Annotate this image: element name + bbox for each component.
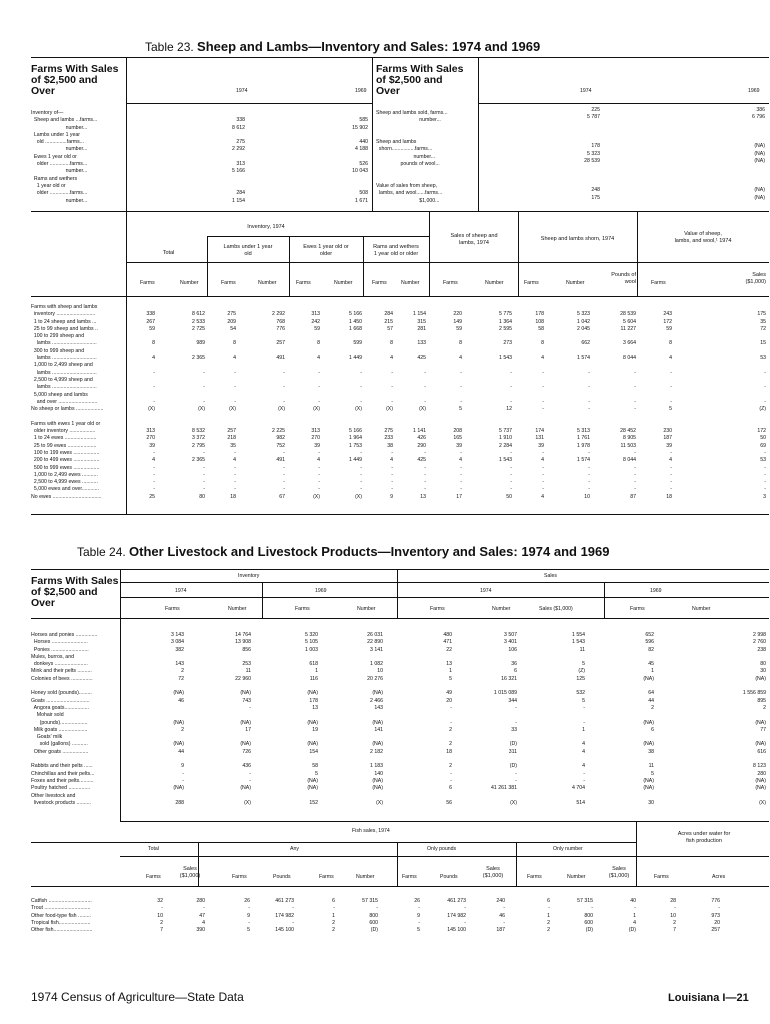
- t23-h-ewes: Ewes 1 year old or older: [303, 244, 349, 257]
- fish-col-9: 240 - 46 - 187: [496, 898, 505, 934]
- t23-h-farms-4: Farms: [372, 280, 387, 286]
- t23-left-1974-values: 338 8 612 275 2 292 313 5 166 284 1 154: [232, 117, 245, 204]
- t24-fh-farms-4: Farms: [402, 874, 417, 880]
- t24-h-farms-4: Farms: [630, 606, 645, 612]
- t23-col-7: 284 215 57 8 4 - - - (X) 275 233 38 - 4 - - - - 9: [384, 311, 393, 500]
- t23-h-total: Total: [162, 250, 175, 256]
- t24-h-number-1: Number: [228, 606, 247, 612]
- t23-right-stub: Sheep and lambs sold, farms... number... Sheep and lambs shorn................farms... number... pounds of wool... Value of sales from sheep, lambs, and wool......farms... $1,000...: [376, 110, 448, 204]
- t23-h-lambs: Lambs under 1 year old: [223, 244, 273, 257]
- fish-col-12: 40 - 1 4 (D): [628, 898, 636, 934]
- t23-h-farms-2: Farms: [221, 280, 236, 286]
- table23-stub-head-right: Farms With Sales of $2,500 and Over: [376, 63, 464, 97]
- t23-col-6: 5 166 1 450 1 668 599 1 449 - - - (X) 5 166 1 964 1 753 - 1 449 - - - - (X): [349, 311, 362, 500]
- t23-h-farms-5: Farms: [443, 280, 458, 286]
- fish-col-4: 461 273 - 174 982 - 145 100: [275, 898, 294, 934]
- t24-h-1969-sales: 1969: [650, 588, 662, 594]
- t23-col-10: 5 775 1 364 2 595 273 1 543 - - - 12 5 737 1 910 2 284 - 1 543 - - - - 50: [499, 311, 512, 500]
- t24-col-4: 26 031 22 890 3 141 1 082 10 20 276 (NA) 2 466 143 (NA) 141 (NA) 2 182 1 183 140 (NA) (NA) (X): [367, 632, 383, 806]
- t23-right-year-1969: 1969: [748, 88, 760, 94]
- t23-col-4: 2 292 768 776 257 491 - - - (X) 2 225 982 752 - 491 - - - - 67: [272, 311, 285, 500]
- footer-left: 1974 Census of Agriculture—State Data: [31, 990, 244, 1004]
- t24-h-sales: Sales: [544, 573, 557, 579]
- t24-fish-any: Any: [290, 846, 299, 852]
- t24-h-farms-2: Farms: [295, 606, 310, 612]
- t24-fish-total: Total: [148, 846, 159, 852]
- t24-fh-sales-3: Sales ($1,000): [608, 866, 630, 879]
- t24-col-8: 652 596 82 45 1 (NA) 64 44 2 (NA) 6 (NA) 38 11 5 (NA) (NA) 30: [643, 632, 654, 806]
- t23-stub-rows: Farms with sheep and lambs inventory ........................... 1 to 24 sheep and lambs ... 25 to 99 sheep and lambs .. 100 to 299 sheep and lambs ............................... 300 to 999 sheep and lambs ............................... 1,000 to 2,499 sheep and lambs ............................... 2,500 to 4,999 sheep and lambs ............................... 5,000 sheep and lambs and over ........................... No sheep or lambs ................... Farms with ewes 1 year old or older inventory .................. 1 to 24 ewes ...................... 25 to 99 ewes .................... 100 to 199 ewes .................. 200 to 499 ewes .................. 500 to 999 ewes .................. 1,000 to 2,499 ewes ........... 2,500 to 4,999 ewes ........... 5,000 ewes and over............ No ewes ..................................: [31, 304, 104, 500]
- t23-col-1: 338 267 59 8 4 - - - (X) 313 270 39 - 4 - - - - 25: [146, 311, 155, 500]
- t23-right-1969-values: 386 6 796 (NA) (NA) (NA) (NA) (NA): [752, 107, 765, 201]
- fish-col-7: 26 - 9 - 5: [414, 898, 420, 934]
- t23-h-sales-k: Sales ($1,000): [745, 272, 766, 285]
- t23-h-pounds: Pounds of wool: [611, 272, 636, 285]
- t23-h-number-2: Number: [258, 280, 277, 286]
- t24-h-1969-inv: 1969: [315, 588, 327, 594]
- t24-fh-farms-6: Farms: [654, 874, 669, 880]
- t23-left-year-1969: 1969: [355, 88, 367, 94]
- t24-h-number-4: Number: [692, 606, 711, 612]
- table23-title-text: Sheep and Lambs—Inventory and Sales: 1974 and 1969: [197, 39, 541, 54]
- t24-fish-only-number: Only number: [553, 846, 583, 852]
- t24-h-number-2: Number: [357, 606, 376, 612]
- fish-col-14: 776 - 973 20 257: [711, 898, 720, 934]
- t24-fh-acres: Acres: [712, 874, 726, 880]
- fish-col-6: 57 315 - 800 600 (D): [362, 898, 378, 934]
- table24-label: Table 24.: [77, 545, 126, 559]
- t24-h-1974-sales: 1974: [480, 588, 492, 594]
- t23-col-5: 313 242 59 8 4 - - - (X) 313 270 39 - 4 - - - - (X): [311, 311, 320, 500]
- t23-left-stub: Inventory of— Sheep and lambs ...farms... number... Lambs under 1 year old ...............farms... number... Ewes 1 year old or older ..............farms... number... Rams and wethers 1 year old or older ..............farms... number...: [31, 110, 98, 204]
- t23-col-2: 8 612 2 533 2 725 989 2 365 - - - (X) 8 532 3 372 2 795 - 2 365 - - - - 80: [192, 311, 205, 500]
- t24-fh-pounds-1: Pounds: [273, 874, 291, 880]
- t23-h-number-5: Number: [485, 280, 504, 286]
- t23-right-year-1974: 1974: [580, 88, 592, 94]
- t23-col-9: 220 149 59 8 4 - - - 5 208 165 39 - 4 - - - - 17: [453, 311, 462, 500]
- t24-h-inventory: Inventory: [238, 573, 260, 579]
- table23-title: [145, 39, 540, 54]
- t23-col-14: 243 172 59 8 4 - - - 5 230 187 39 - 4 - - - - 18: [663, 311, 672, 500]
- t24-h-number-3: Number: [492, 606, 511, 612]
- fish-col-5: 6 - 1 2 2: [332, 898, 335, 934]
- t23-inv-head: Inventory, 1974: [247, 224, 285, 230]
- t23-h-number-6: Number: [566, 280, 585, 286]
- t23-h-farms-1: Farms: [140, 280, 155, 286]
- t24-h-farms-1: Farms: [165, 606, 180, 612]
- t23-h-farms-3: Farms: [296, 280, 311, 286]
- t24-fh-farms-3: Farms: [319, 874, 334, 880]
- fish-col-13: 28 - 10 2 7: [670, 898, 676, 934]
- t24-fish-acres-head: Acres under water for fish production: [677, 831, 731, 844]
- t24-h-sales-k: Sales ($1,000): [539, 606, 573, 612]
- t23-left-year-1974: 1974: [236, 88, 248, 94]
- t23-h-number-4: Number: [401, 280, 420, 286]
- footer-right: Louisiana I—21: [668, 992, 749, 1004]
- t23-h-sales: Sales of sheep and lambs, 1974: [450, 233, 498, 246]
- t24-stub-rows: Horses and ponies ............... Horses ......................... Ponies .......................... Mules, burros, and donkeys ....................... Mink and their pelts .......... Colonies of bees ............... Honey sold (pounds)......... Goats .............................. Angora goats................. Mohair sold (pounds)................... Milk goats .................... Goats' milk sold (gallons) ........... Other goats .................. Rabbits and their pelts ...... Chinchillas and their pelts... Foxes and their pelts.......... Poultry hatched ............... Other livestock and livestock products ..........: [31, 632, 98, 806]
- t24-h-1974-inv: 1974: [175, 588, 187, 594]
- t24-fh-number-1: Number: [356, 874, 375, 880]
- t24-fh-sales-2: Sales ($1,000): [482, 866, 504, 879]
- fish-col-1: 32 - 10 2 7: [157, 898, 163, 934]
- t23-col-8: 1 154 315 281 133 425 - - - (X) 1 141 426 290 - 425 - - - - 13: [413, 311, 426, 500]
- t24-fh-farms-2: Farms: [232, 874, 247, 880]
- t24-col-7: 1 554 1 543 11 5 (Z) 125 532 5 - - 1 4 4 4 - - 4 704 514: [572, 632, 585, 806]
- table23-label: Table 23.: [145, 40, 194, 54]
- table23-stub-head-left: Farms With Sales of $2,500 and Over: [31, 63, 119, 97]
- t23-h-value: Value of sheep, lambs, and wool,¹ 1974: [674, 231, 732, 244]
- t23-h-rams: Rams and wethers 1 year old or older: [373, 244, 419, 257]
- t23-h-farms-6: Farms: [524, 280, 539, 286]
- t23-h-number-1: Number: [180, 280, 199, 286]
- t23-right-1974-values: 225 5 787 178 5 323 28 539 248 175: [584, 107, 600, 201]
- t23-h-number-3: Number: [334, 280, 353, 286]
- t24-col-3: 5 320 5 105 1 003 618 1 116 (NA) 178 13 (NA) 19 (NA) 154 58 5 (NA) (NA) 152: [305, 632, 318, 806]
- t23-col-15: 175 35 72 15 53 - - - (Z) 172 50 69 - 53 - - - - 3: [757, 311, 766, 500]
- t24-col-1: 3 143 3 084 382 143 2 72 (NA) 46 (NA) 2 (NA) 44 9 - - (NA) 288: [171, 632, 184, 806]
- table24-stub-head: Farms With Sales of $2,500 and Over: [31, 575, 119, 609]
- fish-col-8: 461 273 - 174 982 - 145 100: [447, 898, 466, 934]
- t24-fh-pounds-2: Pounds: [440, 874, 458, 880]
- t24-col-9: 2 998 2 760 238 80 30 (NA) 1 556 859 895 2 (NA) 77 (NA) 616 8 123 280 (NA) (NA) (X): [742, 632, 766, 806]
- t24-col-2: 14 764 13 908 856 253 11 22 960 (NA) 743 - (NA) 17 (NA) 726 436 - - (NA) (X): [235, 632, 251, 806]
- t23-col-11: 178 108 58 8 4 - - - - 174 131 39 - 4 - - - - 4: [535, 311, 544, 500]
- t24-col-6: 3 507 3 401 106 36 6 16 321 1 015 089 344 - - 33 (D) 311 (D) - - 41 261 381 (X): [491, 632, 517, 806]
- fish-col-2: 280 - 47 4 390: [196, 898, 205, 934]
- t24-fish-head: Fish sales, 1974: [352, 828, 390, 834]
- t24-fh-farms-1: Farms: [146, 874, 161, 880]
- t23-left-1969-values: 585 15 902 440 4 188 526 10 043 508 1 671: [352, 117, 368, 204]
- table24-title: [77, 544, 610, 559]
- t23-col-12: 5 323 1 042 2 045 662 1 574 - - - - 5 313 1 761 1 978 - 1 574 - - - - 10: [577, 311, 590, 500]
- t24-h-farms-3: Farms: [430, 606, 445, 612]
- fish-col-11: 57 315 - 800 600 (D): [577, 898, 593, 934]
- t23-col-13: 28 539 5 604 11 227 3 664 8 044 - - - - 28 452 8 905 11 503 - 8 044 - - - - 87: [620, 311, 636, 500]
- t24-col-5: 480 471 22 13 1 5 49 20 - - 2 2 18 2 - - 6 56: [443, 632, 452, 806]
- table24-title-text: Other Livestock and Livestock Products—Inventory and Sales: 1974 and 1969: [129, 544, 610, 559]
- fish-col-3: 26 - 9 - 5: [244, 898, 250, 934]
- t24-fish-stub: Catfish .............................. Trout ................................ Other food-type fish ......... Tropical fish...................... Other fish...........................: [31, 898, 93, 934]
- t24-fh-number-2: Number: [567, 874, 586, 880]
- t23-h-shorn: Sheep and lambs shorn, 1974: [540, 236, 615, 242]
- t24-fh-sales-1: Sales ($1,000): [179, 866, 201, 879]
- t24-fh-farms-5: Farms: [527, 874, 542, 880]
- fish-col-10: 6 - 1 2 2: [547, 898, 550, 934]
- t23-h-farms-7: Farms: [651, 280, 666, 286]
- t23-col-3: 275 209 54 8 4 - - - (X) 257 218 35 - 4 - - - - 18: [227, 311, 236, 500]
- t24-fish-only-pounds: Only pounds: [427, 846, 457, 852]
